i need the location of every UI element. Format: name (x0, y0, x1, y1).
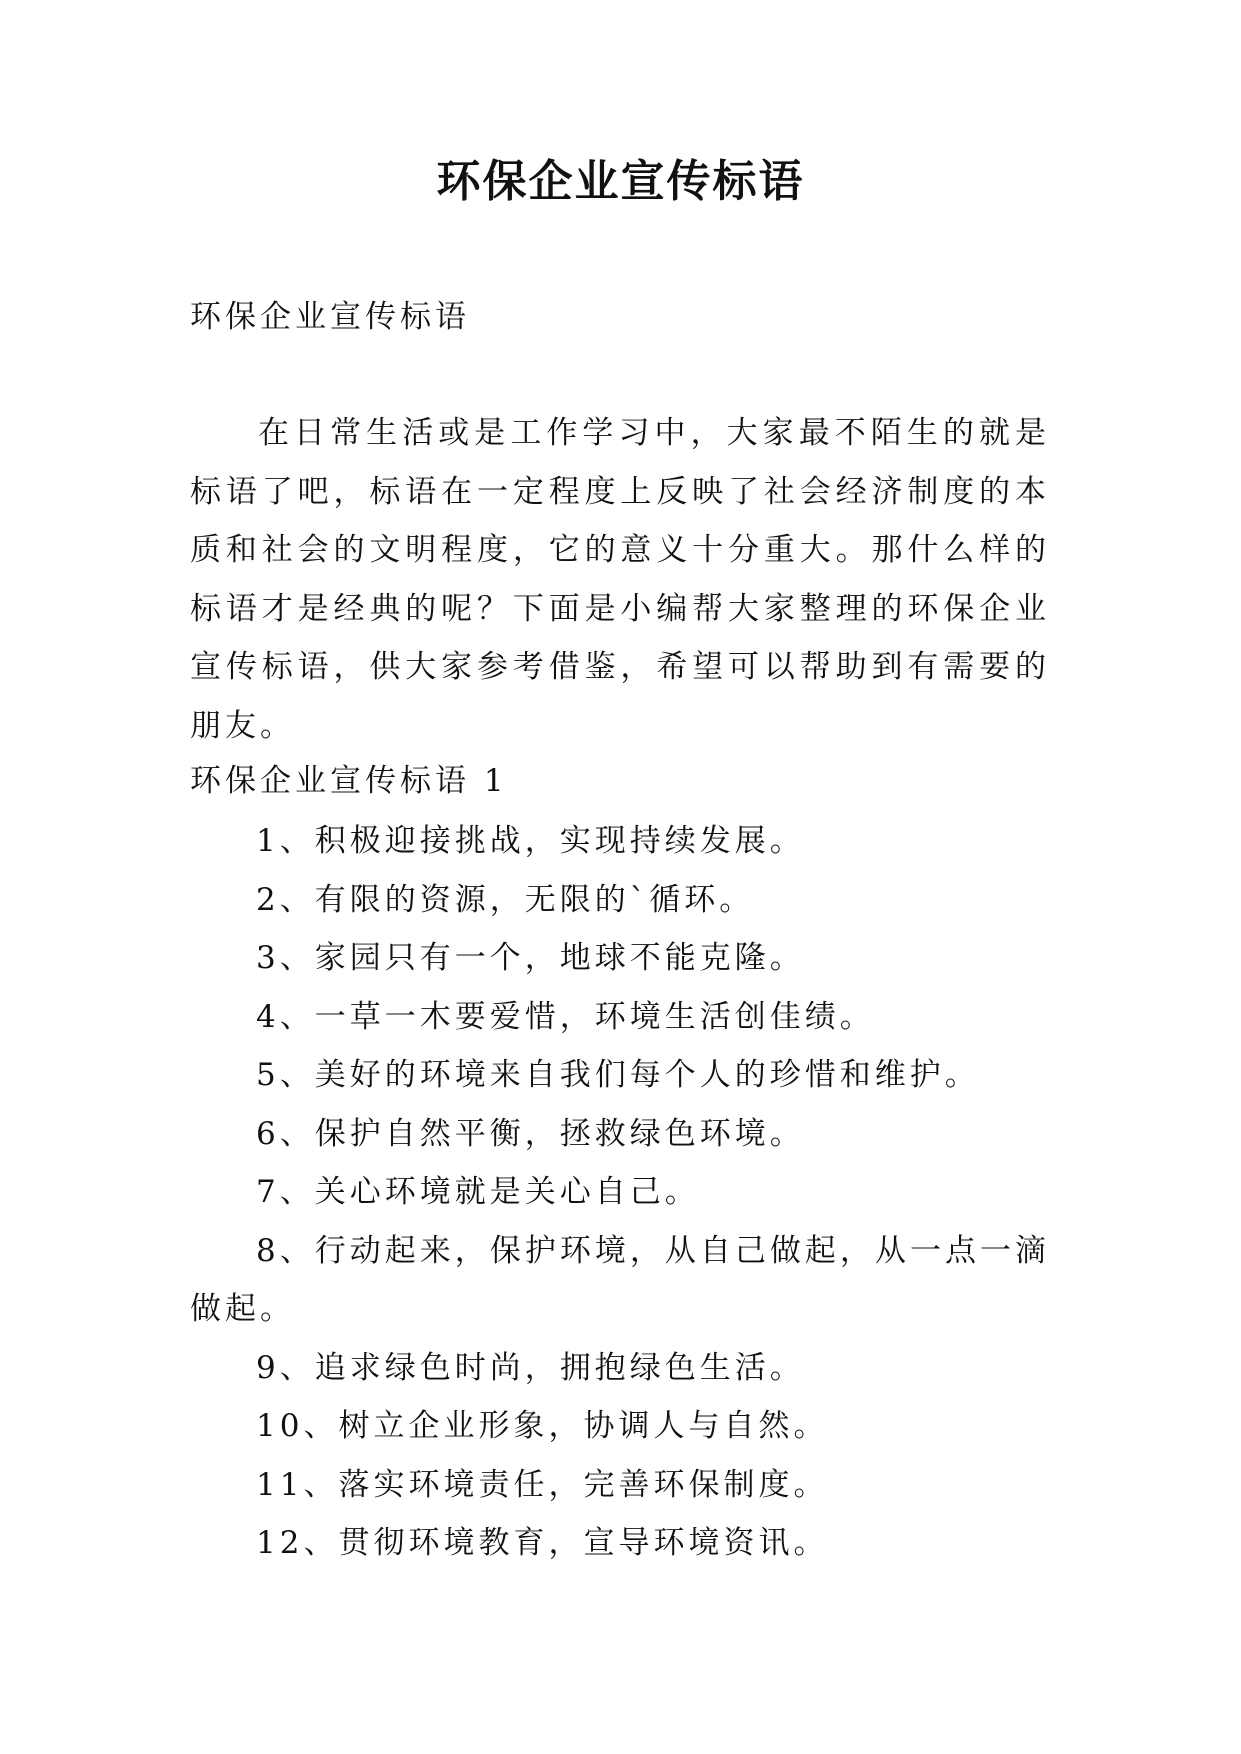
slogan-item: 2、有限的资源，无限的`循环。 (256, 881, 755, 918)
section-heading: 环保企业宣传标语 1 (190, 763, 508, 799)
slogan-list (190, 812, 1050, 1573)
document-subtitle: 环保企业宣传标语 (190, 299, 470, 335)
slogan-item: 8、行动起来，保护环境，从自己做起，从一点一滴做起。 (190, 1232, 1050, 1327)
slogan-item: 4、一草一木要爱惜，环境生活创佳绩。 (256, 998, 875, 1035)
slogan-item: 11、落实环境责任，完善环保制度。 (256, 1466, 829, 1503)
slogan-item: 6、保护自然平衡，拯救绿色环境。 (256, 1115, 805, 1152)
intro-paragraph: 在日常生活或是工作学习中，大家最不陌生的就是标语了吧，标语在一定程度上反映了社会经济制度的本质和社会的文明程度，它的意义十分重大。那什么样的标语才是经典的呢？下面是小编帮大家整理的环保企业宣传标语，供大家参考借鉴，希望可以帮助到有需要的朋友。 (190, 415, 1050, 744)
slogan-item: 5、美好的环境来自我们每个人的珍惜和维护。 (256, 1057, 980, 1093)
slogan-item: 7、关心环境就是关心自己。 (256, 1174, 700, 1210)
slogan-item: 10、树立企业形象，协调人与自然。 (256, 1408, 829, 1444)
slogan-item: 9、追求绿色时尚，拥抱绿色生活。 (256, 1349, 805, 1386)
slogan-item: 3、家园只有一个，地球不能克隆。 (256, 940, 805, 976)
slogan-item: 1、积极迎接挑战，实现持续发展。 (256, 823, 805, 859)
document-title: 环保企业宣传标语 (436, 156, 805, 207)
slogan-item: 12、贯彻环境教育，宣导环境资讯。 (256, 1525, 829, 1561)
